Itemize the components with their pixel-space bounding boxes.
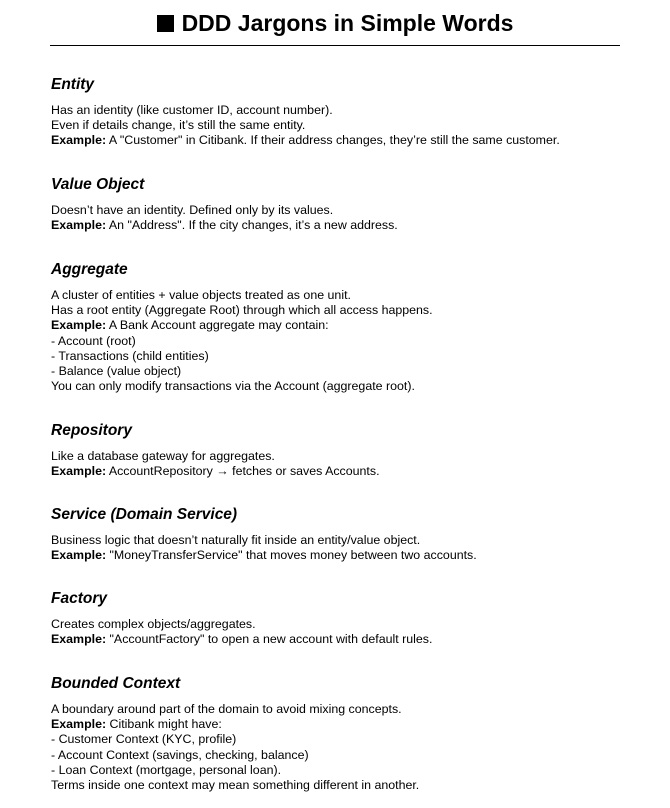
section-heading: Bounded Context (51, 675, 181, 692)
section-domain-service (51, 505, 651, 563)
body-line (51, 203, 651, 218)
line-text: "AccountFactory" to open a new account with default rules. (106, 632, 433, 647)
section-body (51, 617, 651, 647)
section-factory (51, 589, 651, 647)
section-body (51, 533, 651, 563)
section-repository (51, 421, 651, 479)
section-heading: Entity (51, 76, 95, 93)
line-text: Like a database gateway for aggregates. (51, 449, 275, 463)
line-text: Even if details change, it’s still the same entity. (51, 118, 306, 133)
line-text: You can only modify transactions via the Account (aggregate root). (51, 379, 415, 394)
line-text: Business logic that doesn’t naturally fit inside an entity/value object. (51, 533, 421, 547)
body-line (51, 303, 651, 318)
body-line (51, 533, 651, 548)
section-heading: Aggregate (51, 261, 128, 278)
section-body (51, 203, 651, 233)
body-line (51, 717, 651, 732)
page-title-text: DDD Jargons in Simple Words (181, 10, 514, 36)
section-body (51, 702, 651, 793)
list-item (51, 763, 651, 778)
example-label: Example: (51, 218, 107, 233)
section-heading: Factory (51, 590, 107, 607)
body-line (51, 379, 651, 394)
section-entity (51, 75, 651, 149)
section-heading: Repository (51, 422, 132, 439)
line-text: - Account Context (savings, checking, balance) (51, 747, 309, 762)
example-label: Example: (51, 632, 107, 647)
line-text: A cluster of entities + value objects treated as one unit. (51, 288, 351, 302)
body-line (51, 318, 651, 333)
list-item (51, 349, 651, 364)
line-text: - Customer Context (KYC, profile) (51, 732, 237, 747)
line-text: Has an identity (like customer ID, account number). (51, 103, 333, 117)
line-text: Citibank might have: (106, 717, 222, 732)
line-text: "MoneyTransferService" that moves money between two accounts. (106, 548, 477, 563)
list-item (51, 364, 651, 379)
list-item (51, 334, 651, 349)
body-line (51, 632, 651, 647)
body-line (51, 288, 651, 303)
section-body (51, 103, 651, 149)
line-text: - Account (root) (51, 333, 136, 348)
body-line (51, 702, 651, 717)
section-aggregate (51, 260, 651, 394)
page-title (0, 8, 670, 38)
list-item (51, 732, 651, 747)
example-label: Example: (51, 548, 107, 563)
body-line (51, 133, 651, 148)
line-text: A "Customer" in Citibank. If their address changes, they’re still the same customer. (106, 133, 560, 148)
body-line (51, 218, 651, 233)
section-heading: Value Object (51, 176, 145, 193)
line-text: A Bank Account aggregate may contain: (106, 318, 329, 333)
line-text: An "Address". If the city changes, it’s a new address. (106, 218, 398, 233)
section-body (51, 449, 651, 479)
example-label: Example: (51, 318, 107, 333)
body-line (51, 548, 651, 563)
section-value-object (51, 175, 651, 233)
body-line (51, 464, 651, 479)
line-text: Creates complex objects/aggregates. (51, 617, 256, 631)
line-text: Has a root entity (Aggregate Root) through which all access happens. (51, 303, 433, 318)
section-bounded-context (51, 674, 651, 793)
section-heading: Service (Domain Service) (51, 506, 238, 523)
example-label: Example: (51, 133, 107, 148)
body-line (51, 617, 651, 632)
line-text: AccountRepository → fetches or saves Accounts. (106, 464, 380, 479)
line-text: Terms inside one context may mean something different in another. (51, 778, 420, 793)
line-text: - Transactions (child entities) (51, 348, 209, 363)
line-text: - Loan Context (mortgage, personal loan). (51, 762, 282, 777)
body-line (51, 449, 651, 464)
body-line (51, 103, 651, 118)
black-square-icon (157, 15, 174, 32)
line-text: Doesn’t have an identity. Defined only by its values. (51, 203, 334, 217)
list-item (51, 748, 651, 763)
line-text: A boundary around part of the domain to avoid mixing concepts. (51, 702, 402, 716)
line-text: - Balance (value object) (51, 364, 182, 379)
section-body (51, 288, 651, 394)
body-line (51, 778, 651, 793)
body-line (51, 118, 651, 133)
title-divider (50, 45, 620, 46)
example-label: Example: (51, 464, 107, 479)
example-label: Example: (51, 717, 107, 732)
